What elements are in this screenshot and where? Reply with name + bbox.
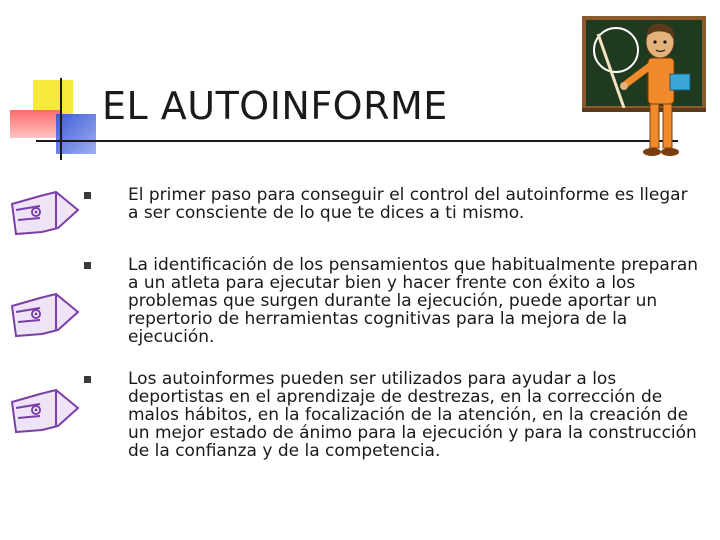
- square-bullet-icon: [84, 262, 91, 269]
- pointing-hand-icon: [6, 380, 84, 440]
- square-bullet-icon: [84, 192, 91, 199]
- title-decoration-blue-square: [56, 114, 96, 154]
- title-decoration-red-bar: [10, 110, 62, 138]
- slide-title: EL AUTOINFORME: [102, 84, 448, 128]
- bullet-text: Los autoinformes pueden ser utilizados para ayudar a los deportistas en el aprendizaje de destrezas, en la corrección de malos hábitos, en la focalización de la atención, en la creación de un mejor estado de ánimo para la ejecución y para la construcción de la confianza y de la competencia.: [128, 369, 697, 461]
- square-bullet-icon: [84, 376, 91, 383]
- title-decoration-vertical-line: [60, 78, 62, 160]
- bullet-text: El primer paso para conseguir el control del autoinforme es llegar a ser consciente de lo que te dices a ti mismo.: [128, 185, 688, 223]
- pointing-hand-icon: [6, 182, 84, 242]
- teacher-clipart-icon: [578, 12, 710, 174]
- pointing-hand-icon: [6, 284, 84, 344]
- bullet-text: La identificación de los pensamientos que habitualmente preparan a un atleta para ejecutar bien y hacer frente con éxito a los problemas que surgen durante la ejecución, puede aportar un repertorio de herramientas cognitivas para la mejora de la ejecución.: [128, 255, 699, 347]
